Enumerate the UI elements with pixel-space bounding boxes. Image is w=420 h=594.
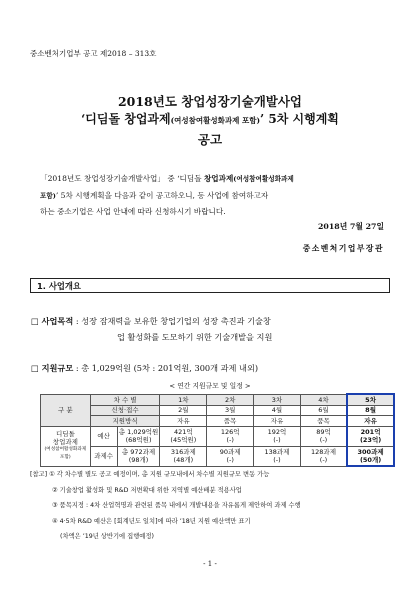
- table-budget-label: 예산: [90, 426, 117, 446]
- title-line-2-note: (여성참여활성화과제 포함): [170, 116, 261, 125]
- table-cell-highlight: [347, 426, 394, 446]
- title-line-2c: ’ 5차 시행계획: [260, 112, 339, 126]
- table-header-round: 차 수 별: [90, 394, 160, 405]
- table-count-label: 과제수: [90, 446, 117, 466]
- cell-value: 316과제: [170, 448, 196, 456]
- objective-item: [31, 313, 391, 345]
- issuing-organization: 중소벤처기업부장관: [302, 244, 384, 253]
- table-row: [41, 426, 395, 446]
- intro-paragraph: [40, 171, 388, 221]
- intro-line-1: [40, 171, 388, 188]
- budget-total: 총 1,029억원: [118, 428, 159, 436]
- cell-value: 421억: [174, 428, 193, 436]
- table-cell: [207, 426, 254, 446]
- cell-value: 192억: [267, 428, 287, 436]
- scale-text: : 총 1,029억원 (5차 : 201억원, 300개 과제 내외): [73, 363, 259, 373]
- table-cell-highlight: 5차: [347, 394, 394, 405]
- table-cell-highlight: [347, 446, 394, 466]
- title-line-2: [0, 110, 420, 127]
- note-2: ② 기술창업 활성화 및 R&D 저변확대 위한 지역별 예산배분 적용사업: [52, 486, 242, 494]
- table-cell: [254, 426, 301, 446]
- reference-notes: [30, 467, 301, 545]
- table-cell: [300, 446, 347, 466]
- cell-sub: (45억원): [170, 436, 197, 444]
- table-cell: 6월: [300, 405, 347, 416]
- objective-line-2: 업 활성화를 도모하기 위한 기술개발을 지원: [117, 332, 273, 342]
- cell-value: 300과제: [357, 447, 384, 456]
- table-header-method: 지원방식: [90, 416, 160, 427]
- table-cell: 4차: [300, 394, 347, 405]
- objective-label: □ 사업목적: [31, 316, 74, 326]
- table-row: [41, 416, 395, 427]
- table-cell: 2차: [207, 394, 254, 405]
- count-total-sub: (98개): [128, 456, 149, 464]
- page-number: - 1 -: [203, 560, 217, 568]
- table-cell: 4월: [254, 405, 301, 416]
- cell-sub: (-): [226, 456, 234, 464]
- objective-line-1: [31, 313, 391, 329]
- program-line-3: (여성참여활성화과제 포함): [44, 447, 87, 460]
- table-row: [41, 405, 395, 416]
- schedule-table: [40, 393, 395, 467]
- count-total: 총 972과제: [121, 448, 156, 456]
- intro-text-2: ’ 5차 시행계획을 다음과 같이 공고하오니, 동 사업에 참여하고자: [55, 190, 269, 200]
- table-header-apply: 신청·접수: [90, 405, 160, 416]
- table-row: [41, 446, 395, 466]
- table-cell: [254, 446, 301, 466]
- cell-sub: (-): [273, 436, 281, 444]
- intro-text-small: (여성참여활성화과제: [233, 175, 294, 183]
- cell-value: 90과제: [219, 448, 241, 456]
- cell-value: 138과제: [264, 448, 290, 456]
- cell-value: 126억: [220, 428, 240, 436]
- table-cell: [300, 426, 347, 446]
- table-cell-highlight: 자유: [347, 416, 394, 427]
- note-4-continued: (차액은 ’19년 상반기에 집행예정): [60, 533, 154, 540]
- table-cell-highlight: 8월: [347, 405, 394, 416]
- table-cell: 자유: [254, 416, 301, 427]
- table-cell: [160, 426, 207, 446]
- table-cell: 자유: [160, 416, 207, 427]
- scale-label: □ 지원규모: [31, 363, 74, 373]
- intro-text-bold: 창업과제: [203, 174, 234, 183]
- cell-sub: (50개): [359, 455, 382, 464]
- title-line-2a: ‘디딤돌 창업과제: [81, 112, 171, 126]
- budget-total-sub: (68억원): [125, 436, 152, 444]
- cell-sub: (-): [319, 436, 328, 444]
- objective-text-1: : 성장 잠재력을 보유한 창업기업의 성장 촉진과 기술창: [73, 316, 271, 326]
- section-heading: 1. 사업개요: [30, 278, 390, 293]
- table-cell: 품목: [207, 416, 254, 427]
- cell-sub: (-): [319, 456, 328, 464]
- intro-text-1: 「2018년도 창업성장기술개발사업」 중 ‘디딤돌: [40, 174, 204, 183]
- intro-line-2: [40, 188, 388, 205]
- cell-sub: (48개): [173, 456, 194, 464]
- program-line-2: 창업과제: [52, 438, 78, 446]
- cell-sub: (-): [226, 436, 234, 444]
- cell-value: 128과제: [311, 448, 336, 456]
- table-row: [41, 394, 395, 405]
- table-cell: [117, 426, 160, 446]
- program-line-1: 디딤돌: [55, 430, 75, 438]
- table-cell: 3차: [254, 394, 301, 405]
- table-header-category: 구 분: [41, 394, 91, 426]
- table-cell: [160, 446, 207, 466]
- notice-number: 중소벤처기업부 공고 제2018 – 313호: [30, 49, 157, 58]
- cell-value: 89억: [316, 428, 331, 436]
- note-3: ③ 품목지정 : 4차 산업혁명과 관련된 품목 내에서 개발내용을 자유롭게 제안하여 과제 수행: [52, 502, 301, 509]
- table-cell: 2월: [160, 405, 207, 416]
- table-cell: 1차: [160, 394, 207, 405]
- cell-sub: (23억): [359, 436, 382, 444]
- title-line-3: 공고: [197, 132, 223, 147]
- cell-sub: (-): [273, 456, 281, 464]
- note-1: [참고] ① 각 차수별 별도 공고 예정이며, 총 지원 규모내에서 차수별 지원규모 변동 가능: [30, 471, 270, 478]
- table-cell: [207, 446, 254, 466]
- table-cell: 품목: [300, 416, 347, 427]
- table-caption: < 연간 지원규모 및 일정 >: [169, 382, 251, 390]
- notice-date: 2018년 7월 27일: [318, 222, 384, 231]
- table-cell: [117, 446, 160, 466]
- table-cell: 3월: [207, 405, 254, 416]
- scale-item: [31, 360, 258, 376]
- table-program-cell: [41, 426, 91, 466]
- intro-text-small-2: 포함): [40, 191, 56, 200]
- intro-line-3: 하는 중소기업은 사업 안내에 따라 신청하시기 바랍니다.: [40, 207, 226, 216]
- title-line-1: 2018년도 창업성장기술개발사업: [117, 94, 303, 109]
- note-4: ④ 4·5차 R&D 예산은 [회계년도 일치]에 따라 ’18년 지원 예산액만 표기: [52, 517, 251, 525]
- cell-value: 201억: [360, 428, 381, 436]
